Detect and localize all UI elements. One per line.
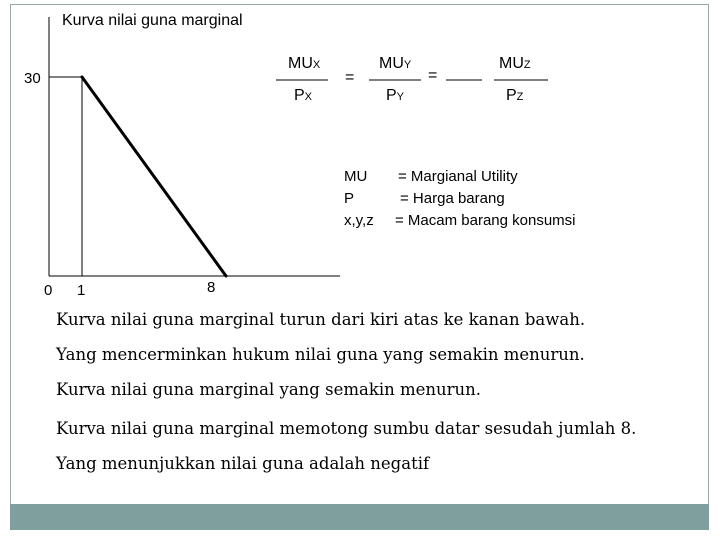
x-tick-label: 8 — [207, 279, 216, 296]
legend-text: = Macam barang konsumsi — [395, 212, 576, 229]
formula-x-numerator: MUX — [288, 55, 321, 72]
mu-curve-segment — [82, 77, 226, 276]
formula-equals: = — [428, 67, 438, 84]
body-line: Yang menunjukkan nilai guna adalah negatif — [56, 454, 430, 473]
body-line: Kurva nilai guna marginal yang semakin menurun. — [56, 380, 482, 399]
formula-z-denominator: PZ — [506, 87, 524, 104]
mu-curve-point — [225, 275, 228, 278]
formula-z-numerator: MUZ — [499, 55, 531, 72]
legend-key: MU — [344, 168, 368, 185]
legend-text: = Harga barang — [400, 190, 505, 207]
legend-key: x,y,z — [344, 212, 374, 229]
formula-dash — [446, 79, 482, 81]
formula-z-bar — [494, 79, 548, 81]
x-tick-label: 0 — [44, 282, 53, 299]
y-tick-label: 30 — [24, 70, 41, 87]
legend-key: P — [344, 190, 355, 207]
formula-y-denominator: PY — [386, 87, 405, 104]
mu-curve-point — [81, 76, 84, 79]
body-line: Yang mencerminkan hukum nilai guna yang semakin menurun. — [56, 345, 585, 364]
body-line: Kurva nilai guna marginal memotong sumbu datar sesudah jumlah 8. — [56, 419, 637, 438]
x-tick-label: 1 — [77, 282, 86, 299]
formula-y-bar — [369, 79, 421, 81]
legend-text: = Margianal Utility — [398, 168, 518, 185]
formula-x-bar — [276, 79, 328, 81]
body-line: Kurva nilai guna marginal turun dari kiri atas ke kanan bawah. — [56, 310, 586, 329]
formula-equals: = — [345, 69, 355, 86]
formula-y-numerator: MUY — [379, 55, 412, 72]
series-layer — [81, 76, 228, 278]
chart-title: Kurva nilai guna marginal — [62, 12, 243, 29]
formula-x-denominator: PX — [294, 87, 313, 104]
